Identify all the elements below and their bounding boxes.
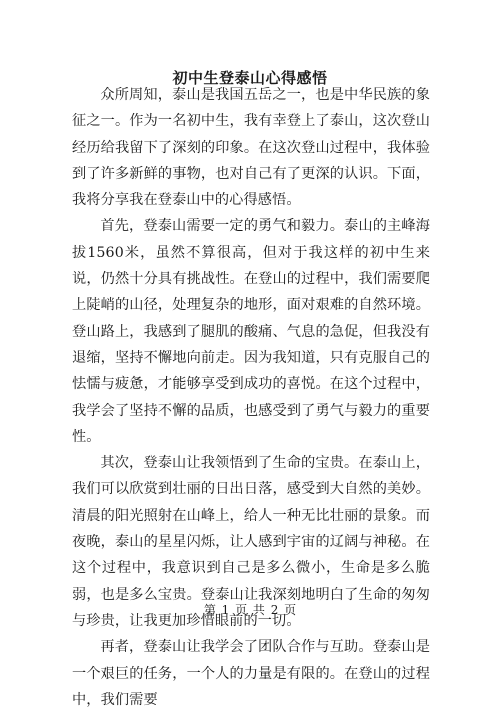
paragraph-intro: 众所周知，泰山是我国五岳之一，也是中华民族的象征之一。作为一名初中生，我有幸登上了泰山，这次登山经历给我留下了深刻的印象。在这次登山过程中，我体验到了许多新鲜的事物，也对自己有了更深的认识。下面，我将分享我在登泰山中的心得感悟。 xyxy=(72,87,430,209)
paragraph-courage: 首先，登泰山需要一定的勇气和毅力。泰山的主峰海拔1560米，虽然不算很高，但对于我这样的初中生来说，仍然十分具有挑战性。在登山的过程中，我们需要爬上陡峭的山径，处理复杂的地形，面对艰难的自然环境。登山路上，我感到了腿肌的酸痛、气息的急促，但我没有退缩，坚持不懈地向前走。因为我知道，只有克服自己的怯懦与疲惫，才能够享受到成功的喜悦。在这个过程中，我学会了坚持不懈的品质，也感受到了勇气与毅力的重要性。 xyxy=(72,218,430,445)
document-body xyxy=(72,82,430,713)
paragraph-life: 其次，登泰山让我领悟到了生命的宝贵。在泰山上，我们可以欣赏到壮丽的日出日落，感受到大自然的美妙。清晨的阳光照射在山峰上，给人一种无比壮丽的景象。而夜晚，泰山的星星闪烁，让人感到宇宙的辽阔与神秘。在这个过程中，我意识到自己是多么微小，生命是多么脆弱，也是多么宝贵。登泰山让我深刻地明白了生命的匆匆与珍贵，让我更加珍惜眼前的一切。 xyxy=(72,455,430,629)
page-number-footer: 第 1 页 共 2 页 xyxy=(203,603,297,617)
paragraph-teamwork: 再者，登泰山让我学会了团队合作与互助。登泰山是一个艰巨的任务，一个人的力量是有限的。在登山的过程中，我们需要 xyxy=(72,639,430,708)
document-title: 初中生登泰山心得感悟 xyxy=(172,69,328,88)
